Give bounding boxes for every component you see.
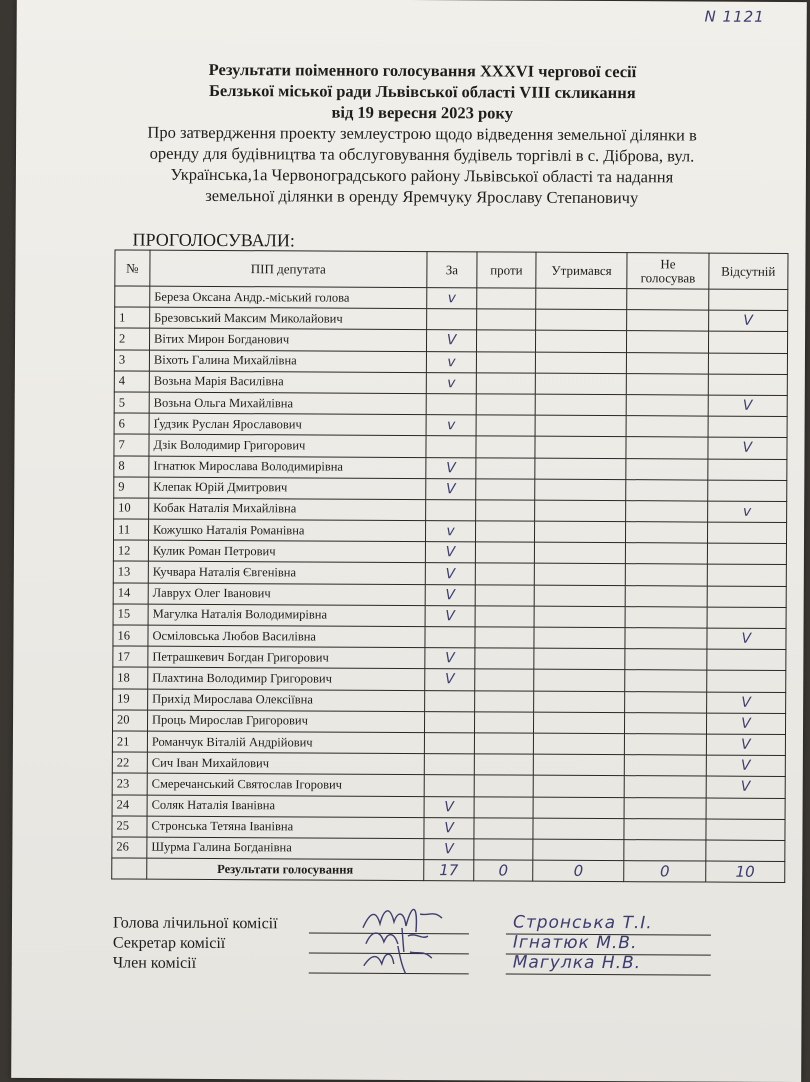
- vote-za-cell: v: [426, 415, 477, 436]
- votes-table-body: [112, 286, 788, 862]
- vote-proty-cell: [475, 669, 534, 690]
- vote-za-cell: [426, 436, 477, 457]
- deputy-name: Петрашкевич Богдан Григорович: [148, 646, 425, 669]
- row-number: 18: [113, 667, 148, 688]
- vote-ne-holosuvav-cell: [627, 331, 708, 353]
- deputy-name: Брезовський Максим Миколайович: [150, 307, 427, 330]
- row-number: 15: [113, 604, 148, 625]
- vote-vidsutnii-cell: V: [706, 734, 785, 756]
- deputy-name: Романчук Віталій Андрійович: [147, 731, 424, 754]
- header-vidsutnii: Відсутній: [709, 253, 788, 289]
- description-line-3: Українська,1а Червоноградського району Львівської області та надання: [170, 164, 674, 187]
- vote-vidsutnii-cell: V: [706, 692, 785, 714]
- description-line-1: Про затвердження проекту землеустрою щодо відведення земельної ділянки в: [147, 122, 697, 145]
- title-line-3: від 19 вересня 2023 року: [331, 102, 514, 123]
- vote-za-cell: v: [426, 351, 477, 372]
- vote-vidsutnii-cell: V: [706, 713, 785, 735]
- deputy-name: Вітих Мирон Богданович: [149, 329, 426, 352]
- result-vidsutnii: 10: [705, 861, 784, 883]
- row-number: 23: [112, 773, 147, 794]
- vote-proty-cell: [475, 563, 534, 584]
- vote-za-cell: v: [426, 372, 477, 393]
- deputy-name: Клепак Юрій Дмитрович: [149, 477, 426, 500]
- signature-name: Магулка Н.В.: [512, 952, 642, 974]
- signature-name: Стронська Т.І.: [512, 912, 653, 934]
- voted-label: ПРОГОЛОСУВАЛИ:: [132, 229, 295, 251]
- vote-vidsutnii-cell: [707, 564, 786, 586]
- vote-proty-cell: [476, 521, 535, 542]
- vote-vidsutnii-cell: [707, 543, 786, 565]
- vote-ne-holosuvav-cell: [626, 416, 707, 438]
- deputy-name: Осміловська Любов Василівна: [148, 625, 425, 648]
- row-number: 17: [113, 646, 148, 667]
- deputy-name: Возьна Ольга Михайлівна: [149, 392, 426, 415]
- vote-vidsutnii-cell: V: [708, 437, 787, 459]
- row-number: 21: [112, 731, 147, 752]
- row-number: 2: [114, 328, 149, 349]
- vote-ne-holosuvav-cell: [626, 522, 707, 544]
- vote-proty-cell: [476, 394, 535, 415]
- result-proty: 0: [474, 860, 533, 881]
- vote-za-cell: V: [426, 330, 477, 351]
- vote-proty-cell: [475, 584, 534, 605]
- deputy-name: Кобак Наталія Михайлівна: [149, 498, 426, 521]
- signature-row-member: [113, 954, 733, 977]
- vote-vidsutnii-cell: [708, 374, 787, 396]
- vote-ne-holosuvav-cell: [625, 712, 706, 734]
- deputy-name: Кожушко Наталія Романівна: [148, 519, 425, 542]
- row-number: 8: [114, 455, 149, 476]
- vote-utrymavsia-cell: [535, 479, 627, 501]
- vote-vidsutnii-cell: V: [706, 776, 785, 798]
- deputy-name: Береза Оксана Андр.-міський голова: [150, 286, 427, 309]
- vote-vidsutnii-cell: [708, 331, 787, 353]
- vote-za-cell: V: [426, 457, 477, 478]
- vote-proty-cell: [476, 457, 535, 478]
- vote-ne-holosuvav-cell: [626, 543, 707, 565]
- vote-vidsutnii-cell: V: [708, 395, 787, 417]
- document-sheet: [11, 0, 807, 1082]
- row-number: 11: [113, 519, 148, 540]
- row-number: 5: [114, 392, 149, 413]
- vote-ne-holosuvav-cell: [627, 352, 708, 374]
- vote-utrymavsia-cell: [535, 309, 627, 331]
- vote-za-cell: V: [425, 669, 476, 690]
- vote-za-cell: [425, 499, 476, 520]
- vote-vidsutnii-cell: [707, 607, 786, 629]
- vote-utrymavsia-cell: [535, 373, 627, 395]
- deputy-name: Смеречанський Святослав Ігорович: [147, 773, 424, 796]
- result-za: 17: [424, 860, 475, 881]
- deputy-name: Ігнатюк Мирослава Володимирівна: [149, 456, 426, 479]
- vote-za-cell: V: [424, 817, 475, 838]
- vote-za-cell: V: [425, 648, 476, 669]
- row-number: 22: [112, 752, 147, 773]
- signature-name: Ігнатюк М.В.: [512, 932, 638, 954]
- vote-utrymavsia-cell: [535, 415, 627, 437]
- header-za: За: [427, 252, 478, 288]
- description-line-2: оренду для будівництва та обслуговування будівель торгівлі в с. Діброва, вул.: [149, 143, 695, 166]
- vote-utrymavsia-cell: [534, 585, 626, 607]
- vote-proty-cell: [474, 839, 533, 860]
- header-proty: проти: [477, 252, 536, 288]
- result-no-cell: [112, 858, 147, 879]
- vote-ne-holosuvav-cell: [627, 289, 708, 311]
- vote-vidsutnii-cell: [707, 649, 786, 671]
- vote-za-cell: [424, 690, 475, 711]
- vote-ne-holosuvav-cell: [627, 395, 708, 417]
- deputy-name: Прихід Мирослава Олексіївна: [148, 689, 425, 712]
- handwritten-doc-number: N 1121: [704, 7, 765, 26]
- vote-proty-cell: [476, 500, 535, 521]
- deputy-name: Кулик Роман Петрович: [148, 540, 425, 563]
- vote-za-cell: V: [425, 584, 476, 605]
- vote-proty-cell: [476, 415, 535, 436]
- vote-utrymavsia-cell: [534, 564, 626, 586]
- vote-utrymavsia-cell: [533, 839, 625, 861]
- vote-za-cell: [424, 733, 475, 754]
- vote-vidsutnii-cell: [706, 670, 785, 692]
- vote-ne-holosuvav-cell: [626, 501, 707, 523]
- vote-utrymavsia-cell: [535, 458, 627, 480]
- vote-utrymavsia-cell: [534, 542, 626, 564]
- vote-proty-cell: [474, 796, 533, 817]
- vote-proty-cell: [474, 754, 533, 775]
- table-header-row: [115, 250, 788, 290]
- vote-proty-cell: [477, 351, 536, 372]
- vote-utrymavsia-cell: [533, 754, 625, 776]
- deputy-name: Лаврух Олег Іванович: [148, 583, 425, 606]
- row-number: 7: [114, 434, 149, 455]
- vote-ne-holosuvav-cell: [624, 840, 705, 862]
- vote-za-cell: V: [425, 605, 476, 626]
- deputy-name: Возьна Марія Василівна: [149, 371, 426, 394]
- row-number: 10: [114, 498, 149, 519]
- title-line-1: Результати поіменного голосування XXXVI чергової сесії: [208, 59, 637, 82]
- vote-vidsutnii-cell: [706, 840, 785, 862]
- vote-ne-holosuvav-cell: [625, 606, 706, 628]
- vote-ne-holosuvav-cell: [625, 776, 706, 798]
- vote-ne-holosuvav-cell: [625, 691, 706, 713]
- vote-utrymavsia-cell: [535, 331, 627, 353]
- vote-ne-holosuvav-cell: [626, 564, 707, 586]
- deputy-name: Шурма Галина Богданівна: [147, 837, 424, 860]
- signature-name-line: [506, 974, 711, 976]
- vote-vidsutnii-cell: [706, 798, 785, 820]
- vote-proty-cell: [476, 373, 535, 394]
- signature-role: Член комісії: [112, 954, 197, 972]
- row-number: 9: [114, 477, 149, 498]
- deputy-name: Ґудзик Руслан Ярославович: [149, 413, 426, 436]
- vote-za-cell: [424, 775, 475, 796]
- vote-utrymavsia-cell: [533, 712, 625, 734]
- signature-role: Голова лічильної комісії: [112, 914, 278, 933]
- vote-utrymavsia-cell: [534, 627, 626, 649]
- vote-proty-cell: [476, 436, 535, 457]
- vote-za-cell: [424, 754, 475, 775]
- vote-ne-holosuvav-cell: [625, 734, 706, 756]
- header-ne-holosuvav: Не голосував: [627, 253, 708, 289]
- result-ne-holosuvav: 0: [624, 861, 705, 883]
- deputy-name: Плахтина Володимир Григорович: [148, 668, 425, 691]
- signature-area: [113, 914, 733, 977]
- vote-za-cell: v: [425, 521, 476, 542]
- deputy-name: Сич Іван Михайлович: [147, 752, 424, 775]
- header-name: ПІП депутата: [150, 250, 427, 287]
- vote-vidsutnii-cell: V: [708, 310, 787, 332]
- vote-utrymavsia-cell: [536, 288, 628, 310]
- vote-utrymavsia-cell: [534, 606, 626, 628]
- deputy-name: Проць Мирослав Григорович: [147, 710, 424, 733]
- row-number: 20: [112, 710, 147, 731]
- vote-utrymavsia-cell: [534, 521, 626, 543]
- vote-vidsutnii-cell: V: [707, 628, 786, 650]
- signature-scribble-icon: [358, 942, 448, 976]
- vote-ne-holosuvav-cell: [626, 479, 707, 501]
- result-row: [112, 858, 785, 883]
- header-no: №: [115, 250, 150, 286]
- vote-vidsutnii-cell: [708, 416, 787, 438]
- row-number: 16: [113, 625, 148, 646]
- row-number: 24: [112, 794, 147, 815]
- vote-za-cell: [426, 309, 477, 330]
- vote-ne-holosuvav-cell: [625, 628, 706, 650]
- vote-vidsutnii-cell: [707, 480, 786, 502]
- vote-za-cell: V: [425, 542, 476, 563]
- vote-proty-cell: [475, 712, 534, 733]
- vote-za-cell: V: [424, 838, 475, 859]
- vote-vidsutnii-cell: [706, 819, 785, 841]
- deputy-name: Соляк Наталія Іванівна: [147, 795, 424, 818]
- result-utrymavsia: 0: [533, 860, 625, 882]
- vote-proty-cell: [477, 288, 536, 309]
- vote-utrymavsia-cell: [533, 818, 625, 840]
- signature-role: Секретар комісії: [112, 934, 226, 953]
- vote-utrymavsia-cell: [534, 670, 626, 692]
- votes-table: [111, 249, 788, 883]
- row-number: 14: [113, 583, 148, 604]
- vote-utrymavsia-cell: [533, 797, 625, 819]
- vote-proty-cell: [475, 627, 534, 648]
- vote-za-cell: [425, 627, 476, 648]
- vote-utrymavsia-cell: [533, 691, 625, 713]
- vote-utrymavsia-cell: [535, 436, 627, 458]
- vote-za-cell: [424, 711, 475, 732]
- title-block: [112, 58, 733, 208]
- vote-utrymavsia-cell: [535, 352, 627, 374]
- vote-za-cell: V: [424, 796, 475, 817]
- vote-ne-holosuvav-cell: [627, 373, 708, 395]
- description-line-4: земельної ділянки в оренду Яремчуку Ярославу Степановичу: [205, 185, 639, 208]
- vote-proty-cell: [474, 818, 533, 839]
- vote-ne-holosuvav-cell: [626, 458, 707, 480]
- vote-utrymavsia-cell: [533, 733, 625, 755]
- vote-vidsutnii-cell: V: [706, 755, 785, 777]
- row-number: 1: [115, 307, 150, 328]
- vote-utrymavsia-cell: [535, 394, 627, 416]
- vote-ne-holosuvav-cell: [626, 585, 707, 607]
- vote-za-cell: v: [427, 288, 478, 309]
- vote-vidsutnii-cell: [708, 353, 787, 375]
- vote-vidsutnii-cell: [708, 289, 787, 311]
- vote-utrymavsia-cell: [533, 775, 625, 797]
- vote-utrymavsia-cell: [534, 648, 626, 670]
- row-number: 25: [112, 816, 147, 837]
- vote-vidsutnii-cell: [707, 522, 786, 544]
- vote-ne-holosuvav-cell: [625, 670, 706, 692]
- vote-vidsutnii-cell: [708, 459, 787, 481]
- vote-za-cell: [426, 394, 477, 415]
- vote-vidsutnii-cell: [707, 586, 786, 608]
- row-number: 4: [114, 371, 149, 392]
- vote-proty-cell: [475, 606, 534, 627]
- deputy-name: Кучвара Наталія Євгенівна: [148, 562, 425, 585]
- row-number: 12: [113, 540, 148, 561]
- vote-proty-cell: [476, 542, 535, 563]
- row-number: 26: [112, 837, 147, 858]
- deputy-name: Магулка Наталія Володимирівна: [148, 604, 425, 627]
- vote-za-cell: V: [425, 563, 476, 584]
- result-label: Результати голосування: [147, 858, 424, 881]
- row-number: 13: [113, 561, 148, 582]
- vote-proty-cell: [477, 309, 536, 330]
- deputy-name: Дзік Володимир Григорович: [149, 434, 426, 457]
- vote-proty-cell: [475, 733, 534, 754]
- vote-proty-cell: [476, 479, 535, 500]
- vote-ne-holosuvav-cell: [624, 818, 705, 840]
- row-number: 3: [114, 350, 149, 371]
- deputy-name: Стронська Тетяна Іванівна: [147, 816, 424, 839]
- vote-proty-cell: [477, 330, 536, 351]
- vote-ne-holosuvav-cell: [625, 649, 706, 671]
- vote-vidsutnii-cell: v: [707, 501, 786, 523]
- vote-utrymavsia-cell: [534, 500, 626, 522]
- vote-ne-holosuvav-cell: [626, 437, 707, 459]
- vote-proty-cell: [475, 690, 534, 711]
- vote-proty-cell: [475, 648, 534, 669]
- vote-ne-holosuvav-cell: [627, 310, 708, 332]
- title-line-2: Белзької міської ради Львівської області VIII скликання: [208, 80, 636, 103]
- row-number: 19: [113, 689, 148, 710]
- vote-za-cell: V: [426, 478, 477, 499]
- deputy-name: Віхоть Галина Михайлівна: [149, 350, 426, 373]
- header-utrymavsia: Утримався: [536, 252, 628, 288]
- vote-ne-holosuvav-cell: [625, 755, 706, 777]
- row-number: 6: [114, 413, 149, 434]
- row-number: [115, 286, 150, 307]
- vote-ne-holosuvav-cell: [624, 797, 705, 819]
- vote-proty-cell: [474, 775, 533, 796]
